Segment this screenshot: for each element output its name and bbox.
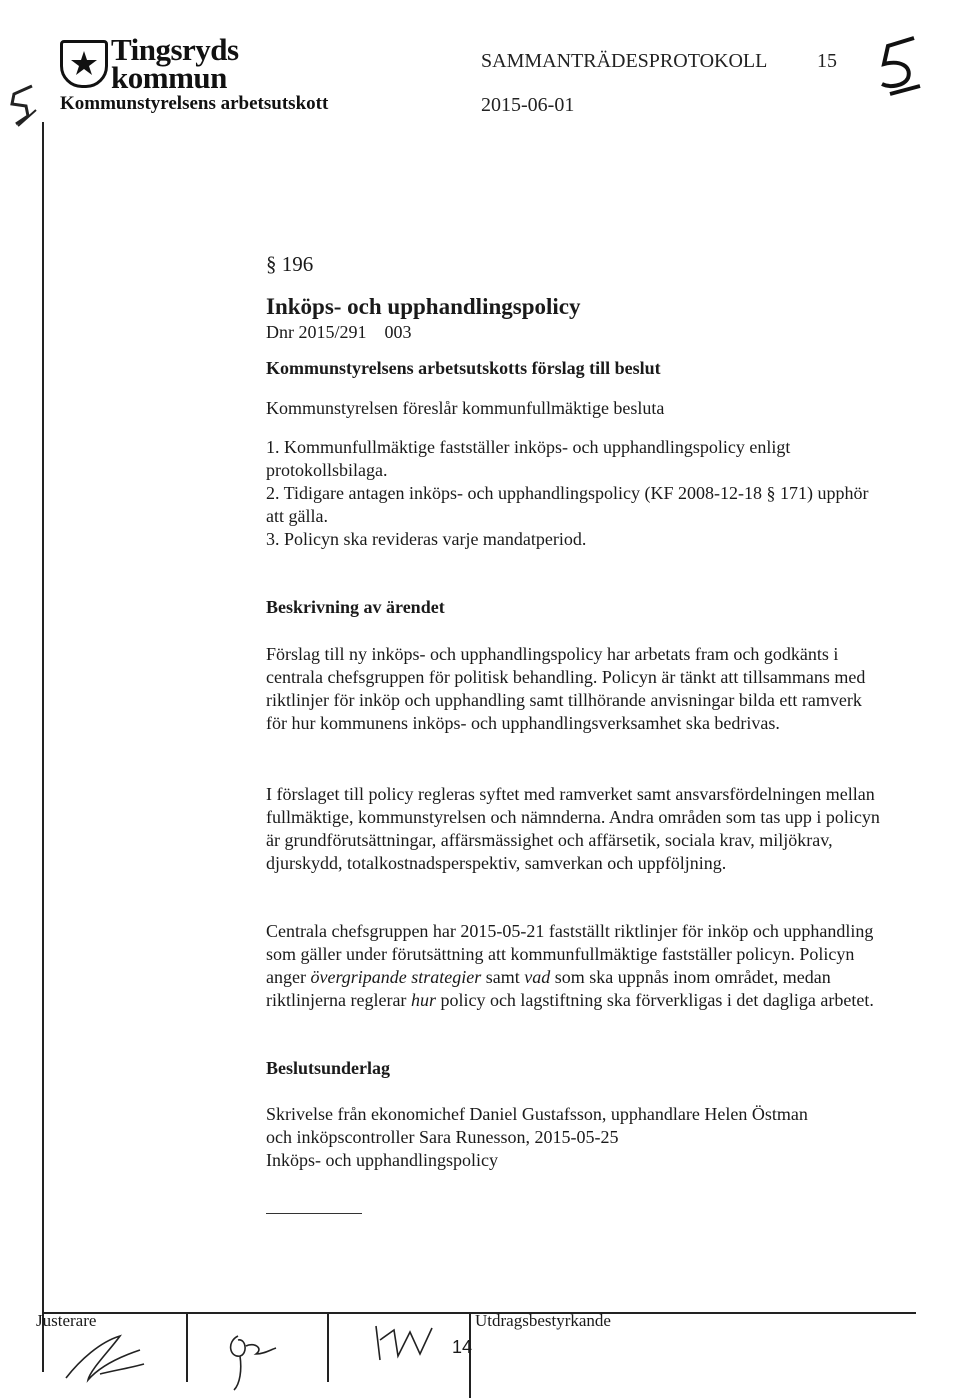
basis-line-2: och inköpscontroller Sara Runesson, 2015-05-25 <box>266 1127 619 1147</box>
description-paragraph-1: Förslag till ny inköps- och upphandlingspolicy har arbetats fram och godkänts i centrala chefsgruppen för politisk behandling. Policyn är tänkt att tillsammans med riktlinjer för inköp och upphandling samt tillhörande anvisningar bilda ett ramverk för hur kommunens inköps- och upphandlingsverksamhet ska bedrivas. <box>266 644 866 733</box>
logo-line2: kommun <box>111 60 227 95</box>
description-heading: Beskrivning av ärendet <box>266 597 445 617</box>
section-title: Inköps- och upphandlingspolicy <box>266 294 581 319</box>
basis-line-1: Skrivelse från ekonomichef Daniel Gustafsson, upphandlare Helen Östman <box>266 1104 808 1124</box>
footer-page-fragment: 14 <box>452 1337 473 1357</box>
signature-initials-1 <box>60 1330 150 1390</box>
justerare-label: Justerare <box>36 1311 97 1330</box>
proposal-item-1: 1. Kommunfullmäktige fastställer inköps- och upphandlingspolicy enligt protokollsbilaga. <box>266 437 791 480</box>
proposal-item-3: 3. Policyn ska revideras varje mandatperiod. <box>266 529 587 549</box>
basis-line-3: Inköps- och upphandlingspolicy <box>266 1150 498 1170</box>
proposal-intro: Kommunstyrelsen föreslår kommunfullmäktige besluta <box>266 398 665 418</box>
top-right-handwritten-number <box>870 30 930 105</box>
footer-divider-2 <box>327 1312 329 1382</box>
organization-name: Kommunstyrelsens arbetsutskott <box>60 93 329 114</box>
diary-number: Dnr 2015/291 003 <box>266 322 412 342</box>
proposal-heading: Kommunstyrelsens arbetsutskotts förslag till beslut <box>266 358 661 378</box>
section-number: § 196 <box>266 252 314 276</box>
page-number: 15 <box>817 50 837 72</box>
basis-heading: Beslutsunderlag <box>266 1058 391 1078</box>
document-type: SAMMANTRÄDESPROTOKOLL <box>481 50 768 72</box>
utdragsbestyrkande-label: Utdragsbestyrkande <box>475 1311 611 1330</box>
logo-line1: Tingsryds <box>111 32 239 67</box>
municipality-logo-text <box>111 32 239 95</box>
footer-divider-1 <box>186 1312 188 1382</box>
margin-handwritten-mark <box>4 80 40 135</box>
end-separator <box>266 1213 362 1214</box>
left-margin-rule <box>42 122 44 1372</box>
municipal-coat-of-arms-icon <box>60 40 108 88</box>
description-paragraph-3: Centrala chefsgruppen har 2015-05-21 fastställt riktlinjer för inköp och upphandling som gäller under förutsättning att kommunfullmäktige fastställer policyn. Policyn anger övergripande strategier samt vad som ska uppnås inom området, medan riktlinjerna reglerar hur policy och lagstiftning ska förverkligas i det dagliga arbetet. <box>266 921 874 1010</box>
signature-initials-2 <box>220 1328 290 1398</box>
signature-initials-3 <box>370 1320 450 1370</box>
proposal-item-2: 2. Tidigare antagen inköps- och upphandlingspolicy (KF 2008-12-18 § 171) upphör att gälla. <box>266 483 869 526</box>
meeting-date: 2015-06-01 <box>481 94 575 116</box>
description-paragraph-2: I förslaget till policy regleras syftet med ramverket samt ansvarsfördelningen mellan fullmäktige, kommunstyrelsen och nämnderna. Andra områden som tas upp i policyn är grundförutsättningar, affärsmässighet och affärsetik, sociala krav, miljökrav, djurskydd, totalkostnadsperspektiv, samverkan och uppföljning. <box>266 784 880 873</box>
